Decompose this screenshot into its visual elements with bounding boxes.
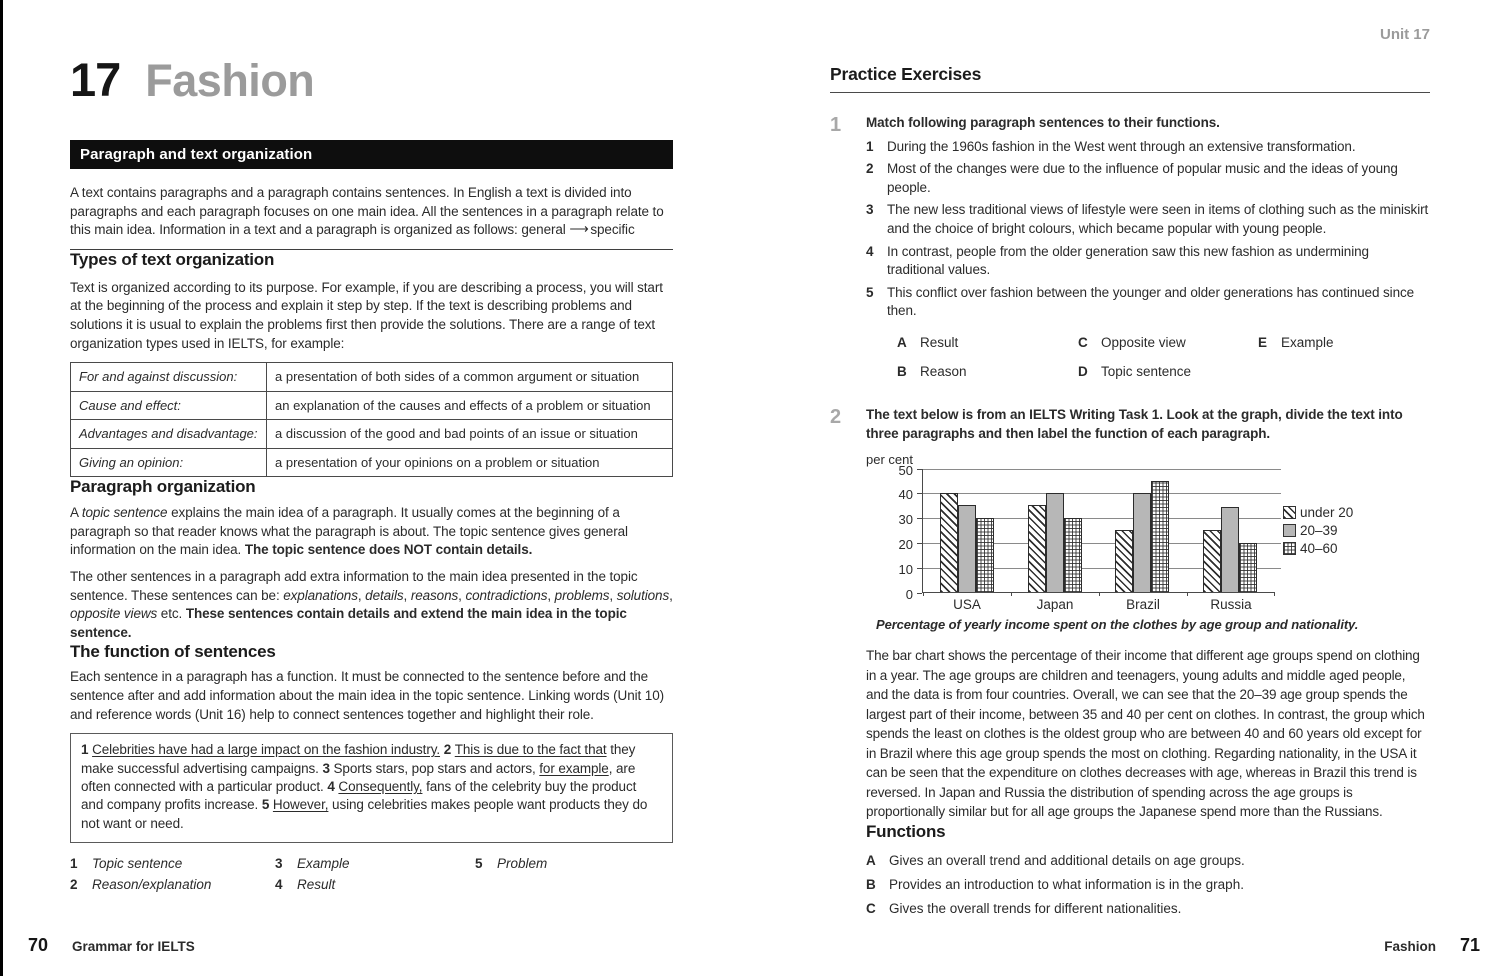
- option-label: Opposite view: [1101, 334, 1186, 350]
- text-run: A: [70, 505, 82, 521]
- right-page-footer: [1384, 935, 1480, 956]
- text-run: ,: [669, 587, 673, 603]
- types-body: Text is organized according to its purpose. For example, if you are describing a process, you will start at the beginning of the process and explain it step by step. If the text is describing problems and solutions it is usual to explain the problems first then provide the solutions. There are a range of text organization types used in IELTS, for example:: [70, 279, 663, 351]
- bar-japan-40–60: [1064, 518, 1082, 592]
- answer-item: [70, 877, 275, 898]
- function-item: [866, 849, 1430, 873]
- answer-number: 4: [275, 877, 283, 893]
- exercise-1-options: [897, 335, 1430, 393]
- intro-suffix: specific: [590, 222, 635, 238]
- book-title: Grammar for IELTS: [72, 939, 195, 954]
- text-run: explanations: [283, 587, 358, 603]
- y-tick-label: 40: [898, 487, 913, 503]
- option-label: Topic sentence: [1101, 363, 1192, 379]
- item-number: 1: [866, 138, 874, 154]
- types-heading: Types of text organization: [70, 249, 275, 269]
- bar-chart: [866, 452, 1430, 632]
- unit-header-tag: Unit 17: [1379, 26, 1430, 43]
- bar-japan-20–39: [1046, 493, 1064, 592]
- text-run: details: [365, 587, 404, 603]
- item-number: 2: [866, 161, 874, 177]
- unit-number: 17: [70, 53, 121, 106]
- left-page-footer: [28, 935, 195, 956]
- left-page: [70, 0, 673, 898]
- function-text: Gives the overall trends for different nationalities.: [889, 900, 1182, 916]
- y-tick-label: 30: [898, 512, 913, 528]
- text-run: 4: [327, 778, 339, 794]
- text-run: 5: [261, 797, 273, 813]
- exercise-1-content: [866, 114, 1430, 393]
- option-letter: D: [1078, 363, 1088, 379]
- function-letter: B: [866, 876, 876, 892]
- answer-label: Example: [297, 856, 350, 872]
- section-banner: Paragraph and text organization: [70, 140, 673, 169]
- text-run: etc.: [157, 606, 186, 622]
- option-letter: E: [1258, 334, 1268, 350]
- legend-swatch-solid: [1283, 524, 1296, 537]
- answer-number: 3: [275, 856, 283, 872]
- bar-group-brazil: [1099, 469, 1187, 592]
- bar-russia-under-20: [1203, 530, 1221, 592]
- y-tick-label: 50: [898, 462, 913, 478]
- text-run: problems: [554, 587, 610, 603]
- option-item: [897, 335, 1078, 364]
- functions-heading: Functions: [866, 821, 946, 841]
- chart-y-axis-title: per cent: [866, 452, 913, 468]
- x-tick-label: Brazil: [1126, 597, 1160, 613]
- list-item: [866, 160, 1430, 197]
- bar-group-usa: [923, 469, 1011, 592]
- chart-plot-area: [922, 469, 1274, 593]
- chart-body: [866, 462, 1430, 602]
- chapter-name: Fashion: [1384, 939, 1436, 954]
- answer-item: [70, 856, 275, 877]
- item-text: During the 1960s fashion in the West went through an extensive transformation.: [887, 138, 1356, 154]
- function-of-sentences-body: Each sentence in a paragraph has a function. It must be connected to the sentence before and the sentence after and add information about the main idea in the topic sentence. Linking words (Unit 10) and reference words (Unit 16) help to connect sentences together and highlight their role.: [70, 669, 665, 722]
- function-letter: A: [866, 852, 876, 868]
- table-row: [71, 448, 673, 477]
- x-tick-mark: [1011, 592, 1012, 596]
- x-tick-mark: [1099, 592, 1100, 596]
- option-item: [1078, 335, 1258, 364]
- function-letter: C: [866, 900, 876, 916]
- legend-item: [1283, 523, 1353, 538]
- chart-caption: Percentage of yearly income spent on the clothes by age group and nationality.: [876, 617, 1359, 633]
- text-run: contradictions: [465, 587, 548, 603]
- list-item: [866, 284, 1430, 321]
- answer-number: 5: [475, 856, 483, 872]
- x-tick-mark: [1187, 592, 1188, 596]
- answer-key-list: [70, 856, 673, 898]
- text-run: However,: [272, 797, 329, 813]
- bar-group-japan: [1011, 469, 1099, 592]
- unit-title: Fashion: [145, 55, 315, 106]
- answer-item: [275, 877, 475, 898]
- page-number-right: 71: [1459, 935, 1480, 955]
- text-run: ,: [609, 587, 617, 603]
- x-tick-label: Japan: [1036, 597, 1074, 613]
- table-definition-cell: a discussion of the good and bad points of an issue or situation: [267, 420, 673, 449]
- chart-x-axis-labels: [923, 597, 1430, 612]
- option-label: Result: [920, 334, 959, 350]
- text-run: explains the main idea of a paragraph. It usually comes at the beginning of a paragraph so that reader knows what the paragraph is about. The topic sentence gives general information on the main idea.: [70, 505, 628, 558]
- table-definition-cell: an explanation of the causes and effects of a problem or situation: [267, 391, 673, 420]
- x-tick-mark: [923, 592, 924, 596]
- x-tick-label: Russia: [1210, 597, 1252, 613]
- table-term-cell: Advantages and disadvantage:: [71, 420, 267, 449]
- bar-group-russia: [1186, 469, 1274, 592]
- exercise-1-number: 1: [830, 114, 842, 136]
- item-text: In contrast, people from the older generation saw this new fashion as undermining traditional values.: [887, 243, 1369, 278]
- text-run: topic sentence: [81, 505, 168, 521]
- legend-label: 40–60: [1300, 541, 1338, 557]
- bar-usa-40–60: [976, 518, 994, 592]
- arrow-right-icon: ⟶: [569, 221, 587, 237]
- answer-label: Result: [297, 877, 336, 893]
- list-item: [866, 201, 1430, 238]
- text-run: using celebrities makes people want products they do not want or need.: [81, 797, 648, 831]
- text-run: ,: [458, 587, 466, 603]
- chart-bar-groups: [923, 469, 1274, 592]
- option-item: [897, 364, 1078, 393]
- bar-brazil-40–60: [1151, 481, 1169, 593]
- table-row: [71, 363, 673, 392]
- item-text: This conflict over fashion between the younger and older generations has continued since then.: [887, 284, 1415, 319]
- function-item: [866, 873, 1430, 897]
- list-item: [866, 243, 1430, 280]
- right-page: [830, 0, 1430, 921]
- text-run: 1: [81, 742, 93, 758]
- table-term-cell: For and against discussion:: [71, 363, 267, 392]
- list-item: [866, 138, 1430, 157]
- legend-swatch-dots: [1283, 542, 1296, 555]
- page-binding-edge: [0, 0, 3, 976]
- table-definition-cell: a presentation of both sides of a common argument or situation: [267, 363, 673, 392]
- text-run: ,: [403, 587, 411, 603]
- unit-title-row: [70, 52, 673, 107]
- option-label: Example: [1281, 334, 1334, 350]
- text-run: The other sentences in a paragraph add extra information to the main idea presented in the topic sentence. These sentences can be:: [70, 568, 638, 603]
- answer-number: 1: [70, 856, 78, 872]
- answer-number: 2: [70, 877, 78, 893]
- text-run: 3: [322, 760, 334, 776]
- legend-item: [1283, 541, 1353, 556]
- option-label: Reason: [920, 363, 967, 379]
- option-letter: C: [1078, 334, 1088, 350]
- function-text: Gives an overall trend and additional details on age groups.: [889, 852, 1245, 868]
- x-tick-mark: [1274, 592, 1275, 596]
- text-run: Sports stars, pop stars and actors,: [333, 760, 540, 776]
- option-letter: A: [897, 334, 907, 350]
- exercise-1-sentences: [866, 138, 1430, 321]
- text-run: 2: [443, 742, 455, 758]
- answer-item: [275, 856, 475, 877]
- exercise-1: [830, 114, 1430, 393]
- intro-text: A text contains paragraphs and a paragraph contains sentences. In English a text is divided into paragraphs and each paragraph focuses on one main idea. All the sentences in a paragraph relate to this main idea. Information in a text and a paragraph is organized as follows: general: [70, 185, 664, 238]
- intro-paragraph: [70, 184, 673, 240]
- text-run: they make successful advertising campaigns.: [81, 742, 636, 776]
- item-text: The new less traditional views of lifestyle were seen in items of clothing such as the miniskirt and the choice of bright colours, which became popular with young people.: [887, 202, 1429, 236]
- text-run: for example: [539, 760, 609, 776]
- option-letter: B: [897, 363, 907, 379]
- text-run: reasons: [410, 587, 459, 603]
- chart-legend: [1283, 505, 1353, 559]
- item-number: 3: [866, 202, 874, 218]
- text-run: Consequently,: [338, 778, 423, 794]
- legend-label: under 20: [1300, 505, 1354, 521]
- functions-list: [866, 849, 1430, 921]
- text-run: solutions: [616, 587, 670, 603]
- text-run: The topic sentence does NOT contain details.: [244, 542, 533, 558]
- function-text: Provides an introduction to what information is in the graph.: [889, 876, 1244, 892]
- x-tick-label: USA: [953, 597, 981, 613]
- text-run: fans of the celebrity buy the product and company profits increase.: [81, 778, 637, 813]
- exercise-1-instruction: Match following paragraph sentences to their functions.: [866, 115, 1220, 130]
- table-term-cell: Giving an opinion:: [71, 448, 267, 477]
- bar-brazil-under-20: [1115, 530, 1133, 592]
- paragraph-organization-body-2: [70, 568, 673, 642]
- example-box: [70, 733, 673, 843]
- item-number: 5: [866, 284, 874, 300]
- y-tick-label: 10: [898, 561, 913, 577]
- essay-text: The bar chart shows the percentage of their income that different age groups spend on clothing in a year. The age groups are children and teenagers, young adults and middle aged people, and the data is from four countries. Overall, we can see that the 20–39 age group spends the largest part of their income, between 35 and 40 per cent on clothes. In contrast, the group which spends the least on clothes is the oldest group who are between 40 and 60 years old except for in Brazil where this age group spends the most on clothing. Regarding nationality, in the USA it can be seen that the expenditure on clothes decreases with age, whereas in Brazil this trend is reversed. In Japan and Russia the distribution of spending across the age groups is proportionally similar but for all age groups the Japanese spend more than the Russians.: [866, 648, 1425, 820]
- bar-russia-40–60: [1239, 543, 1257, 593]
- bar-usa-under-20: [940, 493, 958, 592]
- text-run: , are often connected with a particular product.: [81, 760, 636, 794]
- legend-item: [1283, 505, 1353, 520]
- text-run: ,: [357, 587, 366, 603]
- legend-swatch-diagonal: [1283, 506, 1296, 519]
- item-text: Most of the changes were due to the influence of popular music and the ideas of young people.: [887, 161, 1398, 195]
- answer-label: Topic sentence: [92, 856, 183, 872]
- table-row: [71, 391, 673, 420]
- exercise-2-content: [866, 406, 1430, 921]
- text-run: Celebrities have had a large impact on the fashion industry.: [92, 742, 441, 758]
- practice-exercises-heading: Practice Exercises: [830, 64, 1430, 93]
- paragraph-organization-body-1: [70, 504, 673, 560]
- text-run: ,: [547, 587, 555, 603]
- option-item: [1078, 364, 1258, 393]
- answer-item: [475, 856, 673, 877]
- exercise-2-number: 2: [830, 405, 842, 428]
- bar-russia-20–39: [1221, 507, 1239, 593]
- y-tick-label: 0: [905, 586, 913, 602]
- bar-usa-20–39: [958, 505, 976, 592]
- option-item: [1258, 335, 1430, 364]
- text-run: These sentences contain details and extend the main idea in the topic sentence.: [70, 606, 627, 640]
- text-run: opposite views: [70, 606, 158, 622]
- paragraph-organization-heading: Paragraph organization: [70, 477, 256, 497]
- table-term-cell: Cause and effect:: [71, 391, 267, 420]
- exercise-2-instruction: The text below is from an IELTS Writing Task 1. Look at the graph, divide the text into three paragraphs and then label the function of each paragraph.: [866, 406, 1403, 441]
- exercise-2: [830, 406, 1430, 921]
- function-of-sentences-heading: The function of sentences: [70, 642, 276, 662]
- y-tick-label: 20: [898, 537, 913, 553]
- table-definition-cell: a presentation of your opinions on a problem or situation: [267, 448, 673, 477]
- chart-y-axis: [866, 462, 922, 602]
- answer-label: Reason/explanation: [92, 877, 212, 893]
- legend-label: 20–39: [1300, 523, 1338, 539]
- answer-label: Problem: [497, 856, 548, 872]
- text-run: This is due to the fact that: [454, 742, 607, 758]
- item-number: 4: [866, 243, 874, 259]
- bar-japan-under-20: [1028, 505, 1046, 592]
- bar-brazil-20–39: [1133, 493, 1151, 592]
- page-number-left: 70: [28, 935, 49, 955]
- text-organization-table: [70, 362, 673, 477]
- function-item: [866, 897, 1430, 921]
- table-row: [71, 420, 673, 449]
